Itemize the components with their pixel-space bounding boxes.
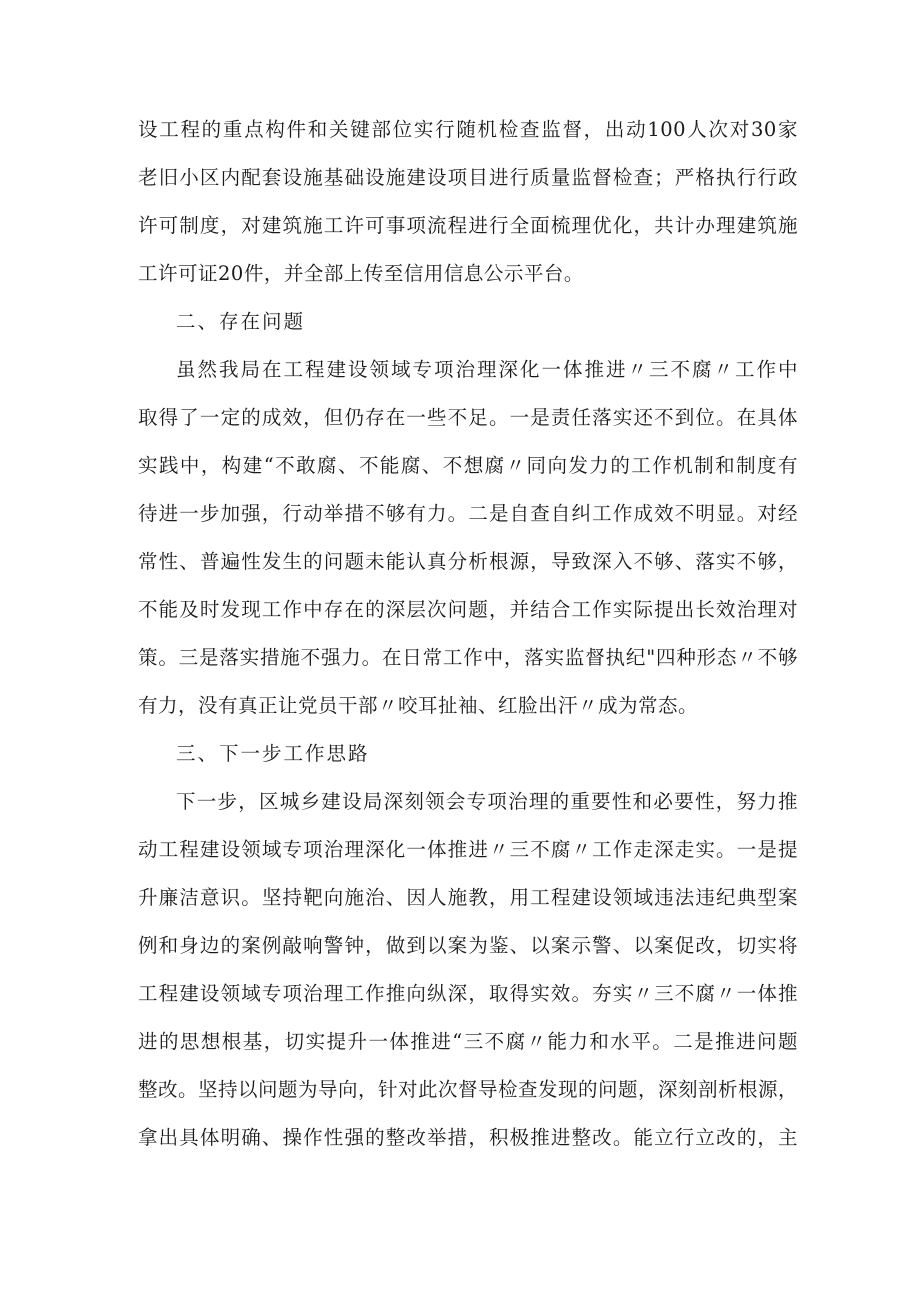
para-2-line-4: 待进一步加强，行动举措不够有力。二是自查自纠工作成效不明显。对经 <box>138 502 798 525</box>
para-3-line-1: 下一步，区城乡建设局深刻领会专项治理的重要性和必要性，努力推 <box>176 790 798 813</box>
para-1-line-3: 许可制度，对建筑施工许可事项流程进行全面梳理优化，共计办理建筑施 <box>138 214 798 237</box>
para-1-line-1: 设工程的重点构件和关键部位实行随机检查监督，出动100人次对30家 <box>138 118 798 141</box>
para-1-line-2: 老旧小区内配套设施基础设施建设项目进行质量监督检查；严格执行行政 <box>138 166 798 189</box>
para-3-line-8: 拿出具体明确、操作性强的整改举措，积极推进整改。能立行立改的，主 <box>138 1126 798 1149</box>
para-2-line-1: 虽然我局在工程建设领域专项治理深化一体推进〃三不腐〃工作中 <box>176 358 798 381</box>
para-1-line-4: 工许可证20件，并全部上传至信用信息公示平台。 <box>138 262 584 285</box>
para-3-line-6: 进的思想根基，切实提升一体推进“三不腐〃能力和水平。二是推进问题 <box>138 1030 798 1053</box>
para-2-line-2: 取得了一定的成效，但仍存在一些不足。一是责任落实还不到位。在具体 <box>138 406 798 429</box>
para-3-line-7: 整改。坚持以问题为导向，针对此次督导检查发现的问题，深刻剖析根源， <box>138 1078 799 1101</box>
para-3-line-5: 工程建设领域专项治理工作推向纵深，取得实效。夯实〃三不腐〃一体推 <box>138 982 798 1005</box>
para-2-line-5: 常性、普遍性发生的问题未能认真分析根源，导致深入不够、落实不够， <box>138 550 798 573</box>
para-3-line-3: 升廉洁意识。坚持靶向施治、因人施教，用工程建设领域违法违纪典型案 <box>138 886 798 909</box>
section-heading-next-steps: 三、下一步工作思路 <box>176 742 370 765</box>
para-3-line-2: 动工程建设领域专项治理深化一体推进〃三不腐〃工作走深走实。一是提 <box>138 838 798 861</box>
section-heading-problems: 二、存在问题 <box>176 310 306 333</box>
para-2-line-3: 实践中，构建“不敢腐、不能腐、不想腐〃同向发力的工作机制和制度有 <box>138 454 798 477</box>
para-2-line-7: 策。三是落实措施不强力。在日常工作中，落实监督执纪"四种形态〃不够 <box>138 646 798 669</box>
para-2-line-6: 不能及时发现工作中存在的深层次问题，并结合工作实际提出长效治理对 <box>138 598 798 621</box>
para-3-line-4: 例和身边的案例敲响警钟，做到以案为鉴、以案示警、以案促改，切实将 <box>138 934 798 957</box>
para-2-line-8: 有力，没有真正让党员干部〃咬耳扯袖、红脸出汗〃成为常态。 <box>138 694 699 717</box>
